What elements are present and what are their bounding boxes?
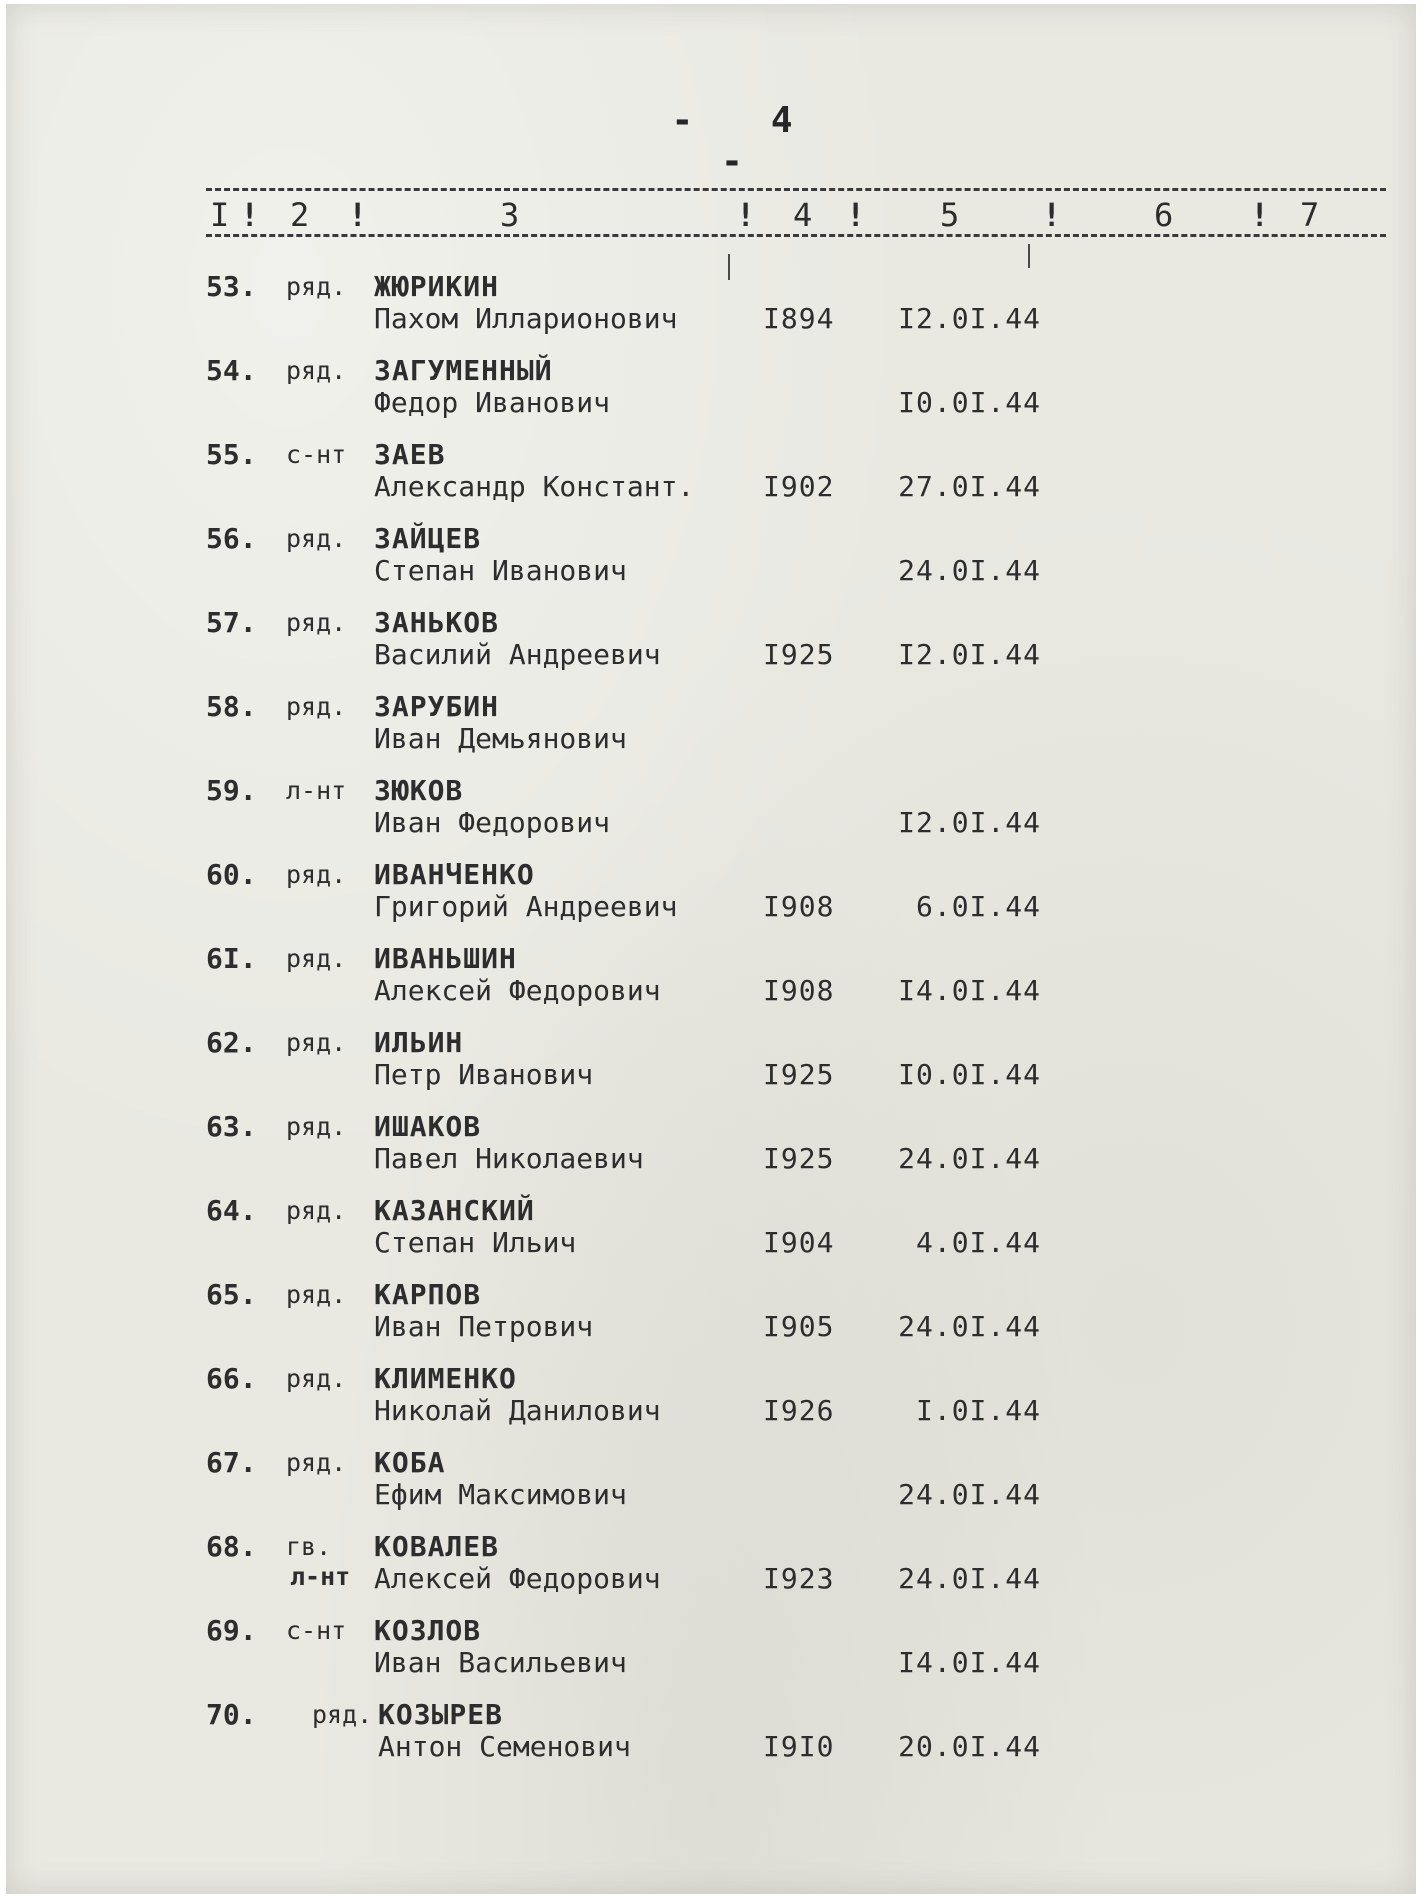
- entry-surname: ИШАКОВ: [374, 1110, 482, 1143]
- entry-given-name: Иван Демьянович: [374, 722, 627, 755]
- list-item: [6, 1698, 1423, 1778]
- list-item: [6, 438, 1423, 518]
- entry-surname: ИВАНЧЕНКО: [374, 858, 535, 891]
- column-tick-mark: [1028, 244, 1030, 268]
- entry-given-name: Антон Семенович: [378, 1730, 631, 1763]
- entry-given-name: Ефим Максимович: [374, 1478, 627, 1511]
- header-dash-bottom: [206, 234, 1386, 237]
- entry-given-name: Павел Николаевич: [374, 1142, 644, 1175]
- entry-birth-year: I925: [763, 1142, 835, 1175]
- entry-given-name: Степан Иванович: [374, 554, 627, 587]
- header-dash-top: [206, 188, 1386, 191]
- entry-surname: ЗАРУБИН: [374, 690, 500, 723]
- entry-given-name: Петр Иванович: [374, 1058, 594, 1091]
- entry-number: 65.: [206, 1278, 257, 1311]
- entry-number: 54.: [206, 354, 257, 387]
- entry-surname: ЗЮКОВ: [374, 774, 464, 807]
- entry-surname: КОЗЫРЕВ: [378, 1698, 504, 1731]
- entry-given-name: Алексей Федорович: [374, 1562, 661, 1595]
- entry-birth-year: I905: [763, 1310, 835, 1343]
- entry-date: I0.0I.44: [898, 1058, 1041, 1091]
- page-number: - 4 -: [671, 100, 821, 182]
- column-header: [206, 182, 1386, 242]
- entry-surname: ИВАНЬШИН: [374, 942, 517, 975]
- entry-birth-year: I894: [763, 302, 835, 335]
- entry-number: 70.: [206, 1698, 257, 1731]
- entry-surname: ЖЮРИКИН: [374, 270, 500, 303]
- entry-date: I.0I.44: [915, 1394, 1041, 1427]
- list-item: [6, 1278, 1423, 1358]
- entry-rank: ряд.: [286, 1112, 347, 1141]
- list-item: [6, 1110, 1423, 1190]
- entry-given-name: Алексей Федорович: [374, 974, 661, 1007]
- entry-rank: ряд.: [286, 356, 347, 385]
- entry-rank: л-нт: [286, 776, 347, 805]
- list-item: [6, 1026, 1423, 1106]
- entry-date: 24.0I.44: [898, 1562, 1041, 1595]
- entry-rank: ряд.: [286, 1028, 347, 1057]
- column-4-label: 4: [793, 196, 813, 234]
- entry-date: I2.0I.44: [898, 806, 1041, 839]
- entry-rank: ряд.: [312, 1700, 373, 1729]
- entry-rank: ряд.: [286, 1196, 347, 1225]
- entry-number: 66.: [206, 1362, 257, 1395]
- entry-number: 59.: [206, 774, 257, 807]
- column-separator: !: [1042, 196, 1062, 234]
- entry-surname: ИЛЬИН: [374, 1026, 464, 1059]
- entry-number: 68.: [206, 1530, 257, 1563]
- entry-surname: КОВАЛЕВ: [374, 1530, 500, 1563]
- entry-surname: КЛИМЕНКО: [374, 1362, 517, 1395]
- list-item: [6, 606, 1423, 686]
- entry-surname: ЗАГУМЕННЫЙ: [374, 354, 553, 387]
- entry-birth-year: I923: [763, 1562, 835, 1595]
- entry-rank: с-нт: [286, 1616, 347, 1645]
- entry-number: 53.: [206, 270, 257, 303]
- entry-rank: ряд.: [286, 1280, 347, 1309]
- list-item: [6, 690, 1423, 770]
- list-item: [6, 1446, 1423, 1526]
- entry-surname: КАЗАНСКИЙ: [374, 1194, 535, 1227]
- column-separator: !: [348, 196, 368, 234]
- entry-number: 63.: [206, 1110, 257, 1143]
- entry-given-name: Иван Васильевич: [374, 1646, 627, 1679]
- entry-given-name: Иван Федорович: [374, 806, 611, 839]
- entry-given-name: Василий Андреевич: [374, 638, 661, 671]
- entry-rank: ряд.: [286, 272, 347, 301]
- list-item: [6, 1614, 1423, 1694]
- entry-date: I4.0I.44: [898, 1646, 1041, 1679]
- entry-number: 62.: [206, 1026, 257, 1059]
- entry-surname: КАРПОВ: [374, 1278, 482, 1311]
- entry-date: I2.0I.44: [898, 638, 1041, 671]
- entry-date: 24.0I.44: [898, 1142, 1041, 1175]
- entry-number: 60.: [206, 858, 257, 891]
- column-separator: !: [736, 196, 756, 234]
- entry-date: 20.0I.44: [898, 1730, 1041, 1763]
- entry-number: 56.: [206, 522, 257, 555]
- entry-rank: ряд.: [286, 524, 347, 553]
- entry-number: 57.: [206, 606, 257, 639]
- list-item: [6, 942, 1423, 1022]
- column-7-label: 7: [1300, 196, 1320, 234]
- entry-number: 55.: [206, 438, 257, 471]
- entry-date: 27.0I.44: [898, 470, 1041, 503]
- column-2-label: 2: [290, 196, 310, 234]
- list-item: [6, 1530, 1423, 1610]
- list-item: [6, 354, 1423, 434]
- entry-birth-year: I9I0: [763, 1730, 835, 1763]
- column-separator: !: [1250, 196, 1270, 234]
- entry-number: 67.: [206, 1446, 257, 1479]
- entry-rank: гв.: [286, 1532, 332, 1561]
- entry-surname: ЗАНЬКОВ: [374, 606, 500, 639]
- entry-given-name: Пахом Илларионович: [374, 302, 678, 335]
- entry-given-name: Александр Констант.: [374, 470, 695, 503]
- entry-date: 24.0I.44: [898, 1310, 1041, 1343]
- entry-surname: ЗАЕВ: [374, 438, 446, 471]
- entry-date: I2.0I.44: [898, 302, 1041, 335]
- document-page: [6, 4, 1416, 1894]
- entry-given-name: Иван Петрович: [374, 1310, 594, 1343]
- list-item: [6, 522, 1423, 602]
- entry-given-name: Григорий Андреевич: [374, 890, 678, 923]
- entry-given-name: Николай Данилович: [374, 1394, 661, 1427]
- entry-rank: ряд.: [286, 608, 347, 637]
- entry-surname: ЗАЙЦЕВ: [374, 522, 482, 555]
- entry-rank: с-нт: [286, 440, 347, 469]
- entry-date: 24.0I.44: [898, 1478, 1041, 1511]
- entry-birth-year: I925: [763, 1058, 835, 1091]
- entry-number: 64.: [206, 1194, 257, 1227]
- entry-birth-year: I902: [763, 470, 835, 503]
- entry-date: I4.0I.44: [898, 974, 1041, 1007]
- entry-number: 69.: [206, 1614, 257, 1647]
- entry-date: 6.0I.44: [915, 890, 1041, 923]
- entry-rank: ряд.: [286, 860, 347, 889]
- entry-rank-line2: л-нт: [290, 1562, 351, 1591]
- entry-birth-year: I908: [763, 890, 835, 923]
- column-5-label: 5: [940, 196, 960, 234]
- entry-date: 24.0I.44: [898, 554, 1041, 587]
- entry-rank: ряд.: [286, 1448, 347, 1477]
- entry-surname: КОЗЛОВ: [374, 1614, 482, 1647]
- column-6-label: 6: [1154, 196, 1174, 234]
- entry-given-name: Степан Ильич: [374, 1226, 577, 1259]
- entry-date: 4.0I.44: [915, 1226, 1041, 1259]
- list-item: [6, 774, 1423, 854]
- entry-birth-year: I908: [763, 974, 835, 1007]
- column-1-label: I: [210, 196, 230, 234]
- list-item: [6, 858, 1423, 938]
- entry-number: 6I.: [206, 942, 257, 975]
- entry-rank: ряд.: [286, 944, 347, 973]
- list-item: [6, 270, 1423, 350]
- column-separator: !: [846, 196, 866, 234]
- entry-given-name: Федор Иванович: [374, 386, 611, 419]
- entry-surname: КОБА: [374, 1446, 446, 1479]
- entry-date: I0.0I.44: [898, 386, 1041, 419]
- column-separator: !: [240, 196, 260, 234]
- list-item: [6, 1362, 1423, 1442]
- column-3-label: 3: [500, 196, 520, 234]
- entry-birth-year: I904: [763, 1226, 835, 1259]
- entry-rank: ряд.: [286, 1364, 347, 1393]
- entry-birth-year: I926: [763, 1394, 835, 1427]
- entry-birth-year: I925: [763, 638, 835, 671]
- entry-number: 58.: [206, 690, 257, 723]
- entry-rank: ряд.: [286, 692, 347, 721]
- list-item: [6, 1194, 1423, 1274]
